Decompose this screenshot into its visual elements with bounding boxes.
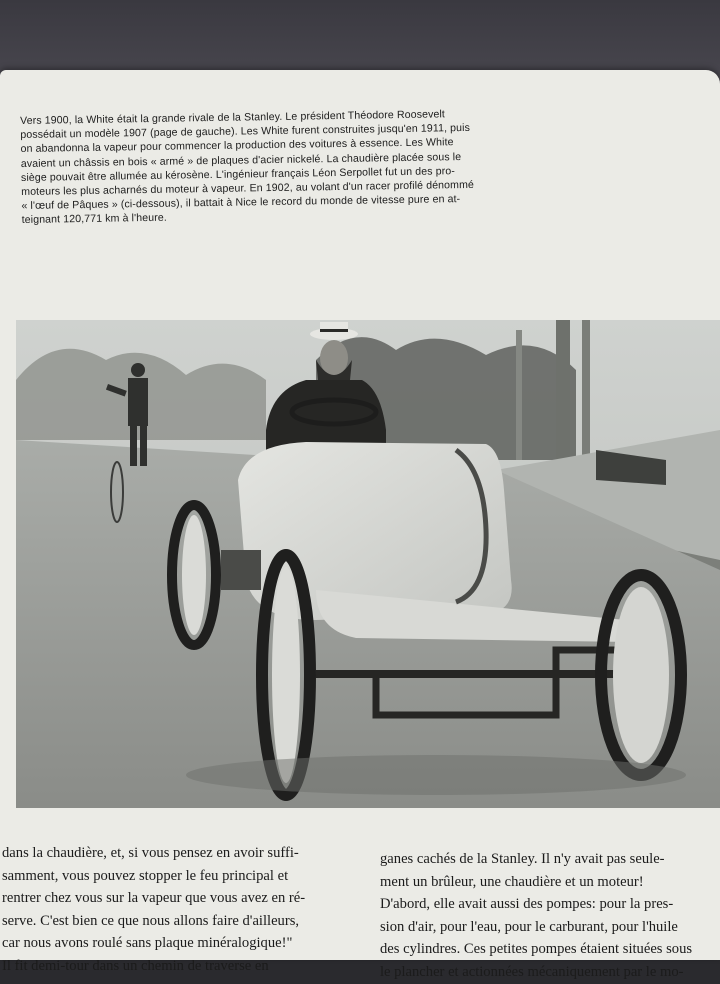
text-line: ment un brûleur, une chaudière et un moteur! <box>380 873 644 890</box>
text-line: des cylindres. Ces petites pompes étaient situées sous <box>380 941 693 958</box>
text-line: samment, vous pouvez stopper le feu principal et <box>2 867 289 884</box>
text-line: ganes cachés de la Stanley. Il n'y avait pas seule- <box>380 851 665 867</box>
photo-caption <box>20 106 532 228</box>
caption-line: siège pouvait être allumée au kérosène. L'ingénieur français Léon Serpollet fut un des pro- <box>20 164 456 184</box>
serpollet-car-photo <box>16 320 720 808</box>
caption-line: moteurs les plus acharnés du moteur à vapeur. En 1902, au volant d'un racer profilé dénommé <box>21 178 475 199</box>
text-line: le plancher et actionnées mécaniquement par le mo- <box>380 963 684 980</box>
text-line: serve. C'est bien ce que nous allons faire d'ailleurs, <box>2 912 300 929</box>
text-column-left <box>2 842 342 978</box>
caption-line: avaient un châssis en bois « armé » de plaques d'acier nickelé. La chaudière placée sous le <box>20 150 462 170</box>
caption-line: teignant 120,771 km à l'heure. <box>21 212 167 227</box>
text-line: dans la chaudière, et, si vous pensez en avoir suffi- <box>2 845 299 861</box>
text-column-right <box>380 848 720 984</box>
caption-line: on abandonna la vapeur pour commencer la production des voitures à essence. Les White <box>20 136 454 156</box>
text-line: D'abord, elle avait aussi des pompes: pour la pres- <box>380 896 674 913</box>
caption-line: possédait un modèle 1907 (page de gauche). Les White furent construites jusqu'en 1911, puis <box>20 122 471 142</box>
text-line: rentrer chez vous sur la vapeur que vous avez en ré- <box>2 890 306 907</box>
text-line: sion d'air, pour l'eau, pour le carburant, pour l'huile <box>380 918 678 935</box>
text-line: Il fit demi-tour dans un chemin de traverse en <box>2 957 269 974</box>
text-line: car nous avons roulé sans plaque minéralogique!" <box>2 935 293 952</box>
caption-line: Vers 1900, la White était la grande rivale de la Stanley. Le président Théodore Roosevelt <box>20 108 446 127</box>
caption-line: « l'œuf de Pâques » (ci-dessous), il battait à Nice le record du monde de vitesse pure en at- <box>21 193 461 213</box>
